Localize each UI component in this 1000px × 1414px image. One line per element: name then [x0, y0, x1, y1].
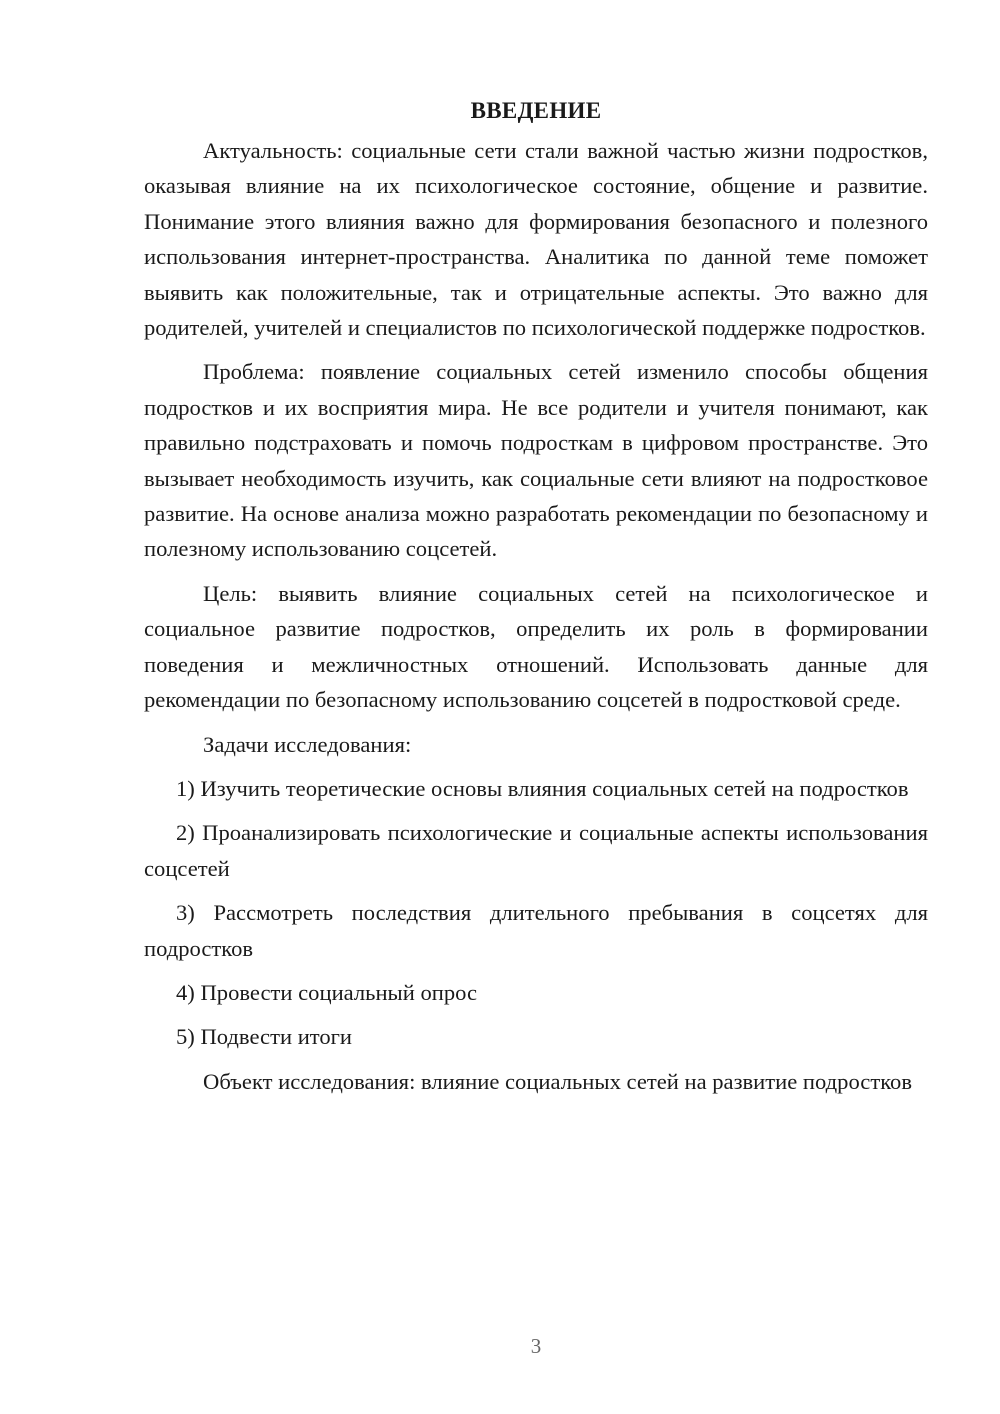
relevance-paragraph: Актуальность: социальные сети стали важной частью жизни подростков, оказывая влияние на их психологическое состояние, общение и развитие. Понимание этого влияния важно для формирования безопасного и полезного использования интернет-пространства. Аналитика по данной теме поможет выявить как положительные, так и отрицательные аспекты. Это важно для родителей, учителей и специалистов по психологической поддержке подростков.	[144, 138, 928, 341]
goal-paragraph: Цель: выявить влияние социальных сетей на психологическое и социальное развитие подростков, определить их роль в формировании поведения и межличностных отношений. Использовать данные для рекомендации по безопасному использованию соцсетей в подростковой среде.	[144, 580, 928, 713]
task-item: 4) Провести социальный опрос	[176, 979, 478, 1005]
problem-paragraph: Проблема: появление социальных сетей изменило способы общения подростков и их восприятия мира. Не все родители и учителя понимают, как правильно подстраховать и помочь подросткам в цифровом пространстве. Это вызывает необходимость изучить, как социальные сети влияют на подростковое развитие. На основе анализа можно разработать рекомендации по безопасному и полезному использованию соцсетей.	[144, 359, 928, 562]
page-number: 3	[530, 1334, 542, 1358]
tasks-list	[144, 771, 928, 1055]
section-heading: ВВЕДЕНИЕ	[470, 98, 602, 123]
page-body	[144, 94, 928, 1108]
task-item: 3) Рассмотреть последствия длительного пребывания в соцсетях для подростков	[144, 900, 928, 961]
object-paragraph: Объект исследования: влияние социальных сетей на развитие подростков	[203, 1068, 912, 1094]
task-item: 5) Подвести итоги	[176, 1024, 353, 1050]
tasks-heading: Задачи исследования:	[203, 731, 412, 757]
task-item: 2) Проанализировать психологические и социальные аспекты использования соцсетей	[144, 820, 928, 881]
task-item: 1) Изучить теоретические основы влияния социальных сетей на подростков	[176, 775, 909, 801]
